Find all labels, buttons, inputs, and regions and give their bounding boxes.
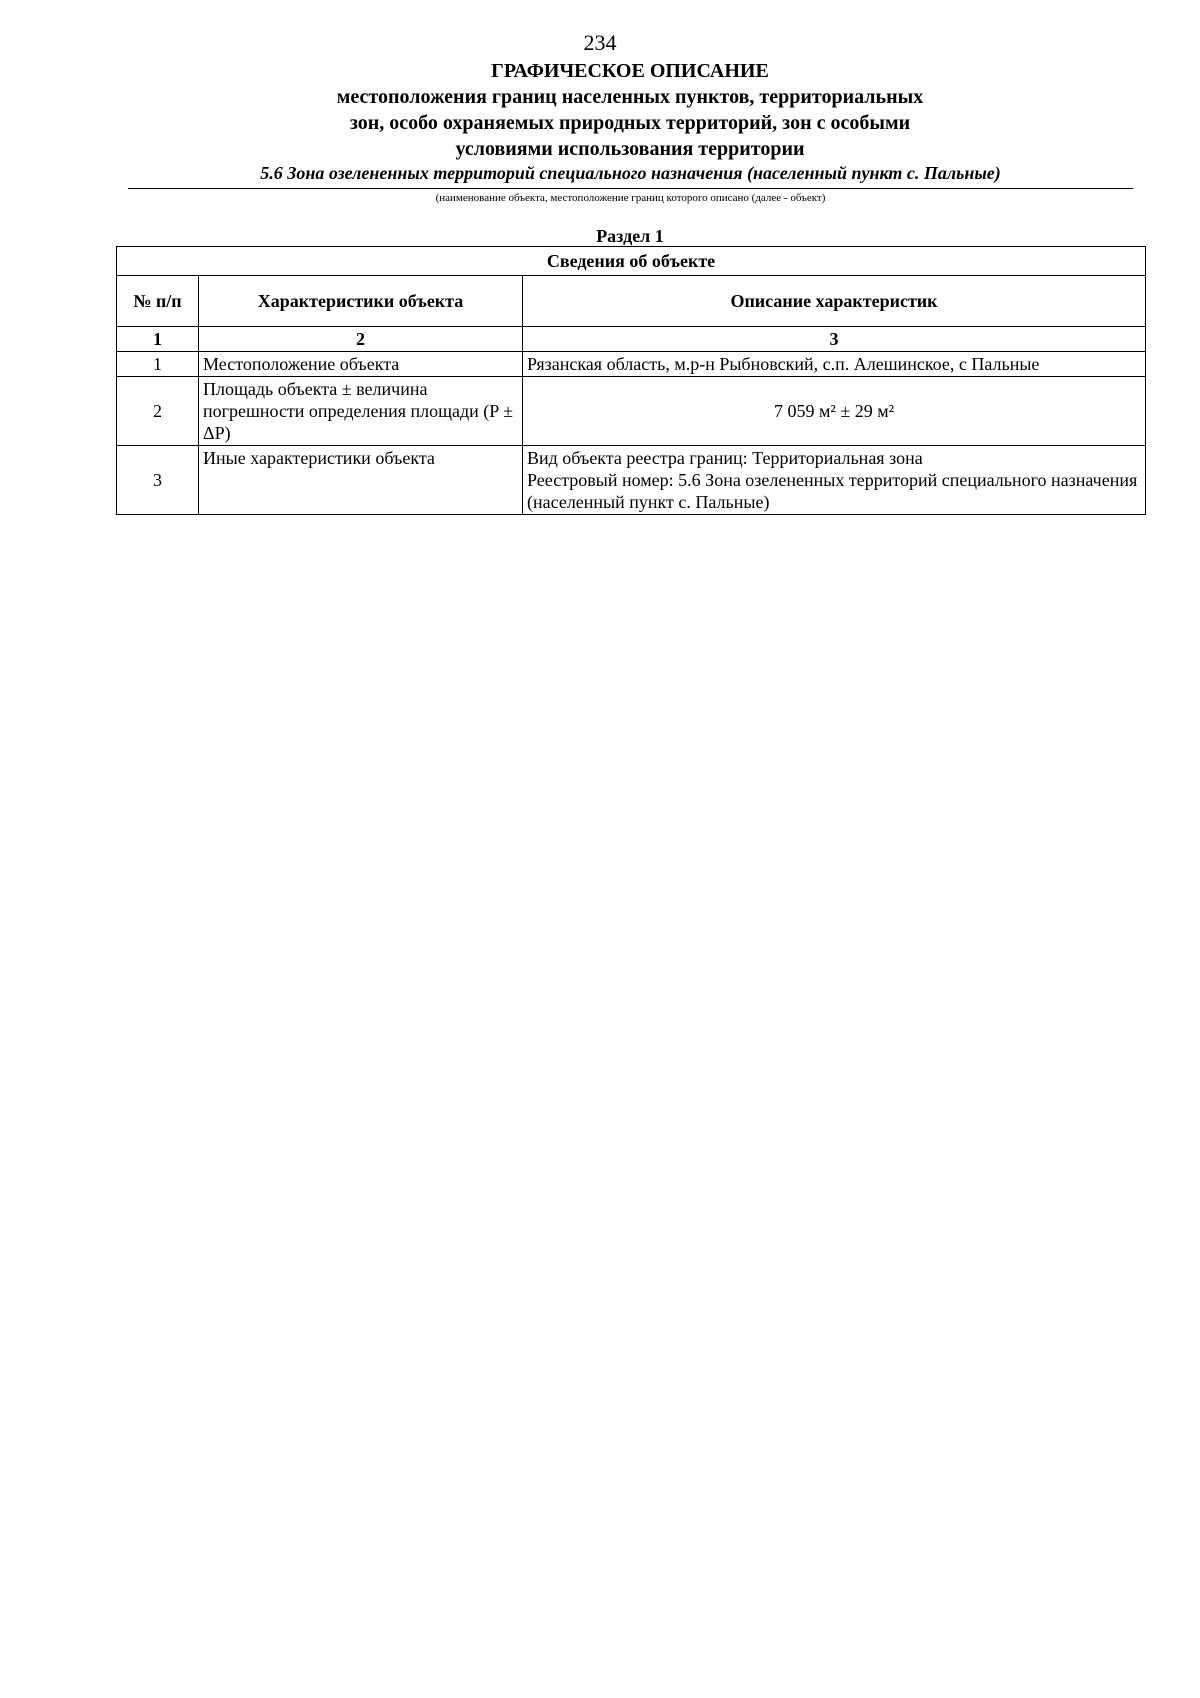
row-characteristic: Иные характеристики объекта [199, 446, 523, 515]
object-name-underline [128, 188, 1133, 189]
table-header-row [117, 276, 1146, 327]
object-info-table [116, 246, 1146, 515]
document-subtitle-line-3: условиями использования территории [455, 138, 805, 160]
row-description: 7 059 м² ± 29 м² [523, 377, 1146, 446]
document-title: ГРАФИЧЕСКОЕ ОПИСАНИЕ [491, 60, 769, 82]
document-subtitle-line-1: местоположения границ населенных пунктов, территориальных [336, 86, 924, 108]
object-caption: (наименование объекта, местоположение границ которого описано (далее - объект) [435, 192, 826, 204]
row-characteristic: Площадь объекта ± величина погрешности определения площади (P ± ΔP) [199, 377, 523, 446]
column-header-description: Описание характеристик [523, 276, 1146, 327]
row-number: 2 [117, 377, 199, 446]
row-number: 3 [117, 446, 199, 515]
column-header-characteristic: Характеристики объекта [199, 276, 523, 327]
column-index-2: 2 [199, 327, 523, 352]
page-number: 234 [583, 30, 617, 55]
section-title: Раздел 1 [596, 226, 664, 246]
row-description: Рязанская область, м.р-н Рыбновский, с.п. Алешинское, с Пальные [523, 352, 1146, 377]
title-block [120, 58, 1140, 162]
table-index-row [117, 327, 1146, 352]
row-number: 1 [117, 352, 199, 377]
column-header-number: № п/п [117, 276, 199, 327]
table-caption: Сведения об объекте [117, 247, 1146, 276]
document-subtitle-line-2: зон, особо охраняемых природных территорий, зон с особыми [349, 112, 911, 134]
column-index-3: 3 [523, 327, 1146, 352]
table-row [117, 446, 1146, 515]
row-description-line-2: Реестровый номер: 5.6 Зона озелененных территорий специального назначения (населенный пункт с. Пальные) [527, 470, 1138, 512]
row-characteristic: Местоположение объекта [199, 352, 523, 377]
column-index-1: 1 [117, 327, 199, 352]
row-description-line-1: Вид объекта реестра границ: Территориальная зона [527, 448, 923, 468]
table-caption-row [117, 247, 1146, 276]
table-row [117, 377, 1146, 446]
row-description [523, 446, 1146, 515]
object-name: 5.6 Зона озелененных территорий специального назначения (населенный пункт с. Пальные) [260, 163, 1001, 183]
table-row [117, 352, 1146, 377]
